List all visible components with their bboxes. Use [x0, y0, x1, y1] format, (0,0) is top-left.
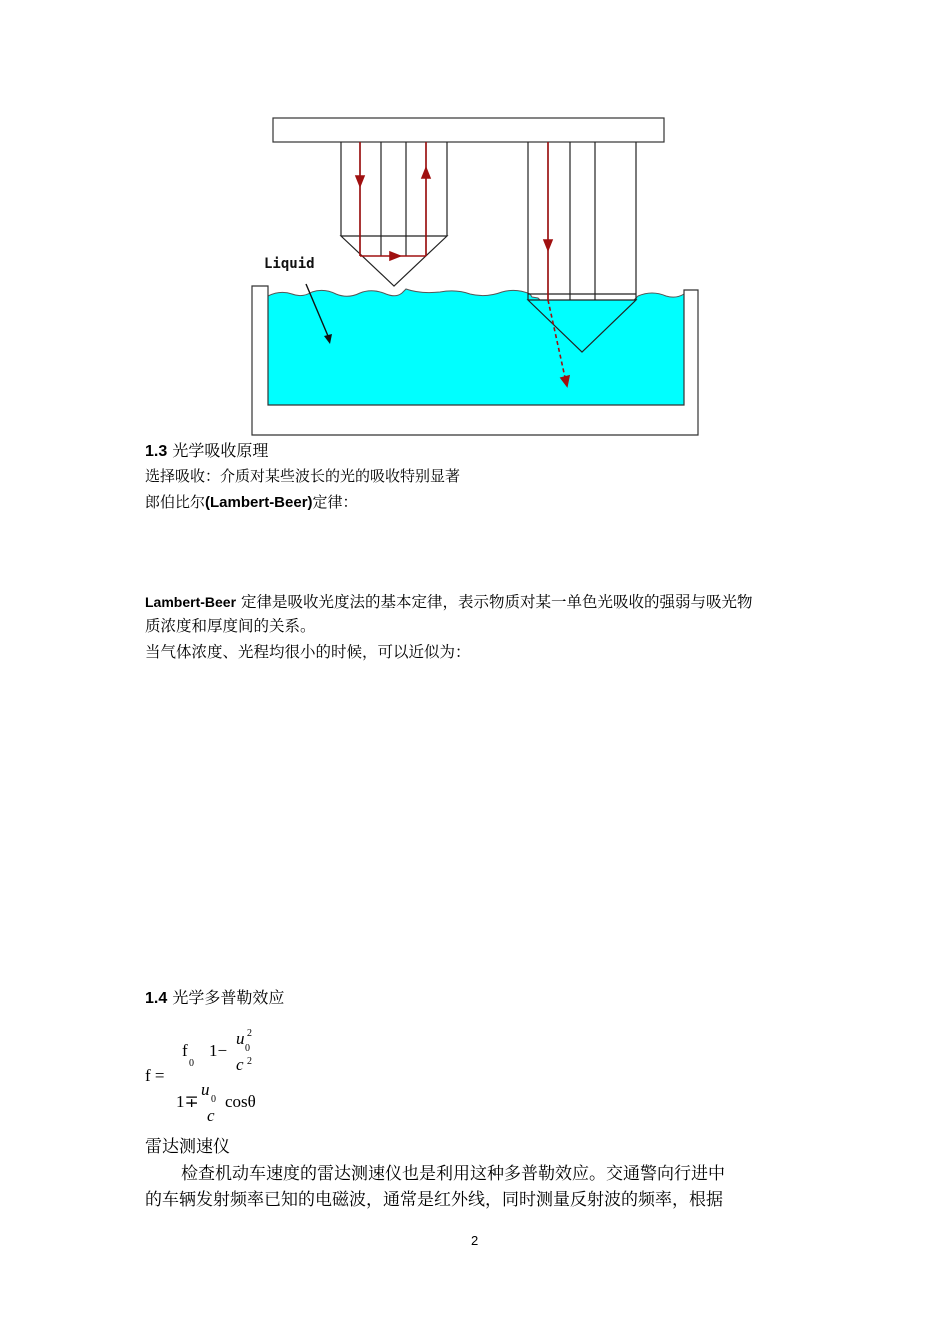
- formula-c-sup: 2: [247, 1056, 252, 1067]
- selective-absorption-line: 选择吸收：介质对某些波长的光的吸收特别显著: [145, 467, 461, 485]
- law-suffix: 定律：: [312, 493, 358, 511]
- section-title: 光学吸收原理: [172, 441, 269, 460]
- lambert-beer-paragraph-line2: 质浓度和厚度间的关系。: [145, 617, 316, 635]
- doppler-formula: [145, 1028, 285, 1128]
- formula-c-den: c: [207, 1106, 215, 1125]
- approximation-line: 当气体浓度、光程均很小的时候，可以近似为：: [145, 643, 471, 661]
- left-probe-rays: [356, 142, 430, 260]
- section-1-3-heading: [145, 440, 268, 463]
- liquid-label: Liquid: [264, 256, 315, 272]
- formula-f0: f: [182, 1041, 188, 1060]
- formula-u0-sup: 2: [247, 1028, 252, 1039]
- formula-u0-den: u: [201, 1080, 210, 1099]
- liquid-body: [268, 289, 684, 405]
- section-1-4-heading: [145, 987, 284, 1010]
- section-number: 1.3: [145, 443, 168, 460]
- formula-u0: u: [236, 1029, 245, 1048]
- left-probe: [341, 142, 447, 286]
- lambert-beer-bold: Lambert-Beer: [145, 594, 237, 610]
- formula-c: c: [236, 1055, 244, 1074]
- top-plate: [273, 118, 664, 142]
- section-title: 光学多普勒效应: [172, 988, 285, 1007]
- law-prefix: 郎伯比尔: [145, 493, 206, 511]
- law-name: (Lambert-Beer): [205, 494, 313, 511]
- lambert-beer-law-line: [145, 491, 358, 514]
- page-number: 2: [471, 1233, 479, 1248]
- formula-f0-sub: 0: [189, 1058, 194, 1069]
- formula-one-minus: 1−: [209, 1041, 228, 1060]
- lambert-beer-paragraph-line1: [145, 591, 752, 613]
- formula-u0-sub: 0: [245, 1043, 250, 1054]
- paragraph-text: 定律是吸收光度法的基本定律，表示物质对某一单色光吸收的强弱与吸光物: [236, 593, 753, 611]
- formula-one-mp: 1∓: [176, 1092, 199, 1111]
- probe-liquid-figure: [240, 110, 710, 440]
- formula-lhs: f =: [145, 1066, 165, 1085]
- formula-cos: cosθ: [225, 1092, 256, 1111]
- radar-paragraph-line1: 检查机动车速度的雷达测速仪也是利用这种多普勒效应。交通警向行进中: [181, 1164, 725, 1184]
- radar-title: 雷达测速仪: [145, 1137, 230, 1157]
- radar-paragraph-line2: 的车辆发射频率已知的电磁波，通常是红外线，同时测量反射波的频率，根据: [145, 1190, 723, 1210]
- section-number: 1.4: [145, 990, 168, 1007]
- formula-u0-den-sub: 0: [211, 1094, 216, 1105]
